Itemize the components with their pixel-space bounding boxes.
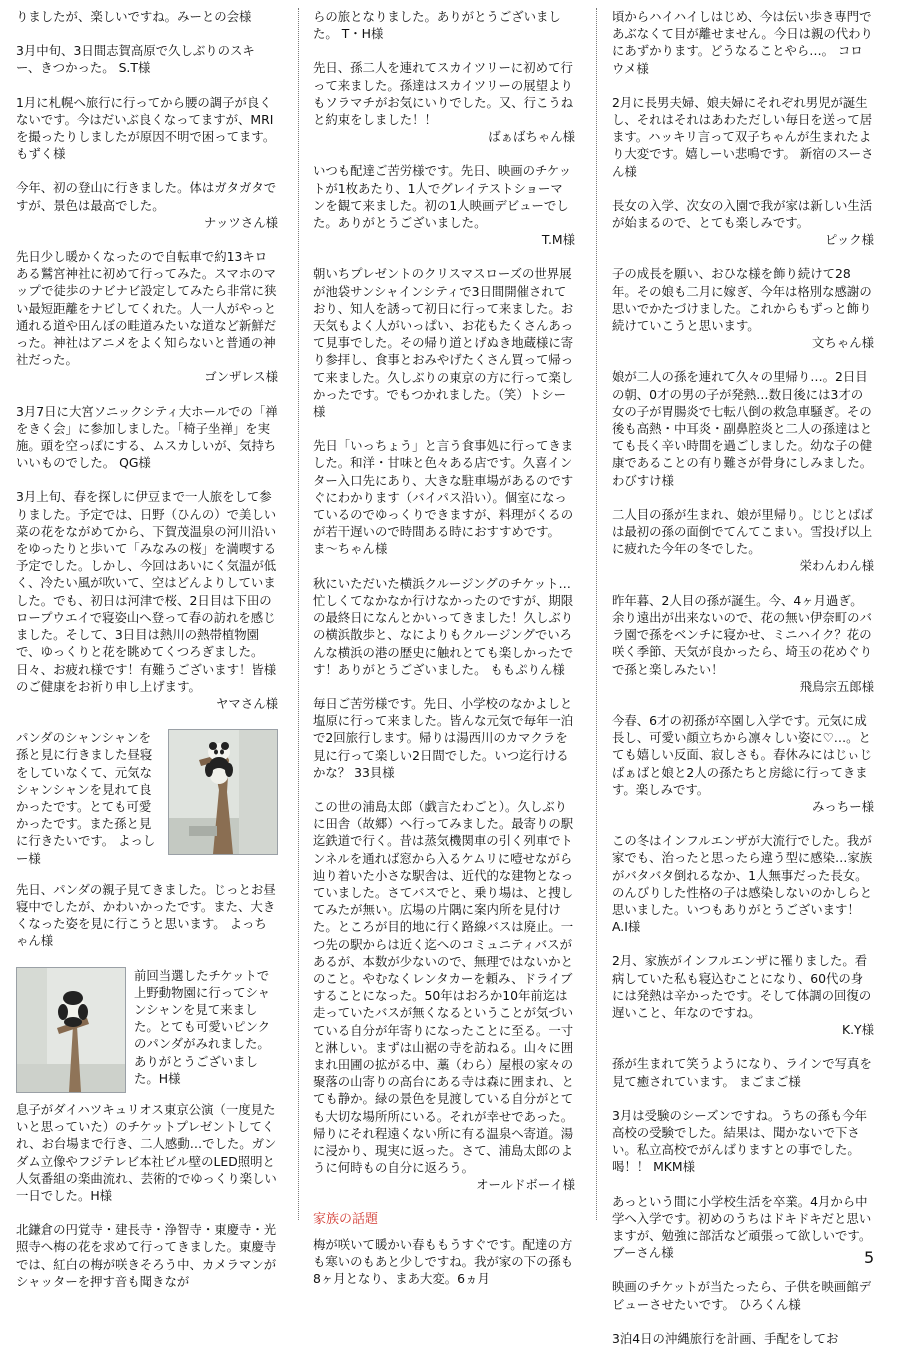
reader-letter xyxy=(612,592,874,695)
letter-signature: ピック様 xyxy=(824,232,874,248)
letter-signature: ゴンザレス様 xyxy=(204,369,278,385)
reader-letter xyxy=(313,265,575,420)
reader-letter xyxy=(16,881,278,950)
reader-letter xyxy=(612,94,874,180)
letter-signature: 飛鳥宗五郎様 xyxy=(799,678,874,694)
letter-signature: T.M様 xyxy=(541,232,575,248)
letter-signature: みっちー様 xyxy=(812,798,874,814)
panda-branch-illustration xyxy=(17,968,125,1092)
panda-photo xyxy=(16,967,126,1093)
reader-letter xyxy=(612,506,874,575)
letter-text: 娘が二人の孫を連れて久々の里帰り…。2日目の朝、0才の男の子が発熱…数日後には3才の女の子が胃腸炎で七転八倒の救急車騒ぎ。その後も高熱・中耳炎・副鼻腔炎と二人の孫達はとても長く辛い時間を過ごしました。幼な子の健康であることの有り難さが骨身にしみました。 わびすけ様 xyxy=(612,369,873,488)
letter-text: りましたが、楽しいですね。みーとの会様 xyxy=(16,9,252,24)
reader-letter xyxy=(612,1278,874,1312)
column-left xyxy=(16,8,278,1289)
reader-letter xyxy=(612,1107,874,1176)
reader-letter xyxy=(16,1221,278,1290)
letter-text: 3月中旬、3日間志賀高原で久しぶりのスキー、きつかった。 S.T様 xyxy=(16,43,255,76)
reader-letter xyxy=(313,695,575,781)
reader-letter xyxy=(612,1193,874,1262)
reader-letter xyxy=(16,248,278,386)
letter-text: 今春、6才の初孫が卒園し入学です。元気に成長し、可愛い顔立ちから凛々しい姿に♡…。とても嬉しい反面、寂しさも。春休みにはじぃじばぁばと娘と2人の孫たちと房総に行ってきます。楽しみです。 xyxy=(612,712,872,797)
letter-text: 子の成長を願い、おひな様を飾り続けて28年。その娘も二月に嫁ぎ、今年は格別な感謝の思いでかたづけました。これからもずっと飾り続けていこうと思います。 xyxy=(612,266,872,334)
letter-signature: ナッツさん様 xyxy=(203,214,278,230)
letter-text: 孫が生まれて笑うようになり、ラインで写真を見て癒されています。 まごまご様 xyxy=(612,1056,872,1089)
column-right xyxy=(612,8,874,1346)
page-number: 5 xyxy=(864,1248,875,1267)
letter-text: 北鎌倉の円覚寺・建長寺・浄智寺・東慶寺・光照寺へ梅の花を求めて行ってきました。東慶寺では、紅白の梅が咲きそろう中、カメラマンがシャッターを押す音も聞きなが xyxy=(16,1222,277,1289)
letter-text: 毎日ご苦労様です。先日、小学校のなかよしと塩原に行って来ました。皆んな元気で毎年一泊で2回旅行します。帰りは湯西川のカマクラを見に行って楽しい2日間でした。いつ迄行けるかな？ 33貝様 xyxy=(313,695,574,780)
letter-text: 前回当選したチケットで上野動物園に行ってシャンシャンを見て来ました。とても可愛いピンクのパンダがみれました。ありがとうございました。H様 xyxy=(134,967,271,1086)
letter-text: 梅が咲いて暖かい春ももうすぐです。配達の方も寒いのもあと少しですね。我が家の下の孫も8ヶ月となり、まあ大変。6ヵ月 xyxy=(313,1236,574,1287)
reader-letter xyxy=(313,59,575,145)
column-middle xyxy=(313,8,575,1287)
letter-text: 秋にいただいた横浜クルージングのチケット…忙しくてなかなか行けなかったのですが、期限の最終日になんとかいってきました！久しぶりの横浜散歩と、なによりもクルージングでいろんな横浜の港の歴史に触れとても楽しかったです！ありがとうございました。 ももぷりん様 xyxy=(313,575,574,677)
panda-photo xyxy=(168,729,278,855)
letter-signature: ばぁばちゃん様 xyxy=(488,129,575,145)
letter-text: 2月、家族がインフルエンザに罹りました。看病していた私も寝込むことになり、60代の身には発熱は辛かったです。そして体調の回復の遅いこと、年なのですね。 xyxy=(612,953,872,1020)
letter-text: 先日、孫二人を連れてスカイツリーに初めて行って来ました。孫達はスカイツリーの展望よりもソラマチがお気にいりでした。又、行こうねと約束をしました！！ xyxy=(313,60,574,128)
panda-tree-illustration xyxy=(169,730,277,854)
reader-letter xyxy=(612,952,874,1038)
letter-text: この冬はインフルエンザが大流行でした。我が家でも、治ったと思ったら違う型に感染…家族がバタバタ倒れるなか、1人無事だった長女。のんびりした性格の子は感染しないのかしらと思いました。いつもありがとうございます！ A.I様 xyxy=(612,833,873,935)
letter-text: 二人目の孫が生まれ、娘が里帰り。じじとばばは最初の孫の面倒でてんてこまい。雪投げ以上に疲れた今年の冬でした。 xyxy=(612,506,873,557)
letter-signature: オールドボーイ様 xyxy=(476,1177,575,1193)
reader-letter xyxy=(313,575,575,678)
reader-letter xyxy=(612,368,874,488)
reader-letter xyxy=(612,265,874,351)
reader-letter xyxy=(612,1330,874,1347)
reader-letter xyxy=(313,8,575,42)
letter-text: 息子がダイハツキュリオス東京公演（一度見たいと思っていた）のチケットプレゼントしてくれ、お台場まで行き、二人感動…でした。ガンダム立像やフジテレビ本社ビル壁のLED照明と人気番組の楽曲流れ、芸術的でゆっくり楽しい一日でした。H様 xyxy=(16,1101,277,1203)
letter-text: いつも配達ご苦労様です。先日、映画のチケットが1枚あたり、1人でグレイテストショーマンを観て来ました。初の1人映画デビューでした。ありがとうございました。 xyxy=(313,163,572,231)
letter-text: 先日、パンダの親子見てきました。じっとお昼寝中でしたが、かわいかったです。また、大きくなった姿を見に行こうと思います。 よっちゃん様 xyxy=(16,881,276,949)
letter-text: 先日少し暖かくなったので自転車で約13キロある鷲宮神社に初めて行ってみた。スマホのマップで徒歩のナビナビ設定してみたら非常に狭い最短距離をナビしてくれた。人一人がやっと通れる道や田んぼの畦道みたいな道など新鮮だった。神社はアニメをよく知らないと普通の神社だった。 xyxy=(16,249,277,368)
reader-letter xyxy=(16,94,278,163)
letter-text: 長女の入学、次女の入園で我が家は新しい生活が始まるので、とても楽しみです。 xyxy=(612,197,873,231)
section-heading-family: 家族の話題 xyxy=(313,1211,379,1227)
letter-text: 3月上旬、春を探しに伊豆まで一人旅をして参りました。予定では、日野（ひんの）で美しい菜の花をながめてから、下賀茂温泉の河川沿いをゆったりと歩いて「みなみの桜」を満喫する予定でした。しかし、今回はあいにく気温が低く、冷たい風が吹いて、空はどんよりしていました。でも、初日は河津で桜、2日目は下田のロープウエイで寝姿山へ登って春の訪れを感じました。そして、3日目は熱川の熱帯植物園で、ゆっくりと花を眺めてくつろぎました。日々、お疲れ様です！有難うございます！皆様のご健康をお祈り申し上げます。 xyxy=(16,489,277,694)
letter-text: 頃からハイハイしはじめ、今は伝い歩き専門であぶなくて目が離せません。今日は親の代わりにあずかります。どうなることやら…。 コロウメ様 xyxy=(612,9,873,76)
letter-text: 先日「いっちょう」と言う食事処に行ってきました。和洋・甘味と色々ある店です。久喜インター入口先にあり、大きな駐車場があるのですぐにわかります（バイパス沿い）。個室になっているのでゆっくりできますが、料理がくるのが若干遅いので時間ある時におすすめです。 ま～ちゃん様 xyxy=(313,438,574,557)
letter-text: この世の浦島太郎（戯言たわごと）。久しぶりに田舎（故郷）へ行ってみました。最寄りの駅迄鉄道で行く。昔は蒸気機関車の引く列車でトンネルを通れば窓から入るケムリに噎せながら辿り着いた小さな駅舎は、近代的な建物となっていました。さてバスでと、乗り場は、と捜してみたが無い。広場の片隅に案内所を見付けた。ところが目的地に行く路線バスは廃止。一つ先の駅からは近く迄へのコミュニティバスがあるが、本数が少ないので、無理ではないかとのこと。やむなくレンタカーを頼み、ドライブすることになった。50年はおろか10年前迄は走っていたバスが無くなるということが気づいている自分が年寄りになったことに至る。一寸と淋しい。まずは山裾の寺を訪ねる。山々に囲まれ田圃の拡がる中、藁（わら）屋根の家々の聚落の山寄りの高台にある寺は森に囲まれ、とても静か。緑の景色を見渡している自分がとても大切な場所所にいる。それが幸せであった。帰りにそれ程遠くない所に有る温泉へ寄道。湯に浸かり、現実に返った。さて、浦島太郎のように何時もの自分に返ろう。 xyxy=(313,798,574,1176)
letter-signature: K.Y様 xyxy=(841,1022,874,1038)
letter-text: 昨年暮、2人目の孫が誕生。今、4ヶ月過ぎ。余り遠出が出来ないので、花の無い伊奈町のバラ園で孫をベンチに寝かせ、ミニハイク？花の咲く季節、天気が良かったら、埼玉の花めぐりで孫と楽しみたい！ xyxy=(612,592,873,677)
reader-letter-with-photo xyxy=(16,967,278,1087)
reader-letter xyxy=(16,8,278,25)
reader-letter xyxy=(313,437,575,557)
letter-text: パンダのシャンシャンを孫と見に行きました昼寝をしていなくて、元気なシャンシャンを見れて良かったです。とても可愛かったです。また孫と見に行きたいです。 よっしー様 xyxy=(16,730,156,866)
reader-letter xyxy=(16,179,278,231)
reader-letter xyxy=(612,1055,874,1089)
reader-letter xyxy=(16,403,278,472)
letter-text: あっという間に小学校生活を卒業。4月から中学へ入学です。初めのうちはドキドキだと思いますが、勉強に部活など頑張って欲しいです。 ブーさん様 xyxy=(612,1193,872,1261)
letter-text: 映画のチケットが当たったら、子供を映画館デビューさせたいです。 ひろくん様 xyxy=(612,1279,872,1312)
letter-signature: ヤマさん様 xyxy=(216,695,278,711)
reader-letter xyxy=(612,8,874,77)
letter-text: 3月7日に大宮ソニックシティ大ホールでの「禅をきく会」に参加しました。「椅子坐禅」を実施。頭を空っぽにする、ムスカしいが、気持ちいいものでした。 QG様 xyxy=(16,403,278,471)
column-divider xyxy=(596,8,597,1220)
letter-text: 3月は受験のシーズンですね。うちの孫も今年高校の受験でした。結果は、聞かないで下さい。私立高校でがんばりますとの事でした。喝！！ MKM様 xyxy=(612,1107,868,1175)
reader-letter xyxy=(612,197,874,249)
reader-letter xyxy=(16,42,278,76)
letter-signature: 文ちゃん様 xyxy=(812,335,874,351)
letter-text: 今年、初の登山に行きました。体はガタガタですが、景色は最高でした。 xyxy=(16,180,277,213)
reader-letter xyxy=(16,488,278,712)
letter-text: 1月に札幌へ旅行に行ってから腰の調子が良くないです。今はだいぶ良くなってますが、MRIを撮ったりしましたが原因不明で困ってます。 もずく様 xyxy=(16,94,276,162)
reader-letter xyxy=(313,1236,575,1288)
letter-text: 2月に長男夫婦、娘夫婦にそれぞれ男児が誕生し、それはそれはあわただしい毎日を送って居ます。ハッキリ言って双子ちゃんが生まれたより大変です。嬉しーい悲鳴です。 新宿のスーさん様 xyxy=(612,94,874,179)
letter-text: らの旅となりました。ありがとうございました。 T・H様 xyxy=(313,9,561,42)
reader-letter xyxy=(612,832,874,935)
reader-letter xyxy=(313,798,575,1194)
reader-letter xyxy=(612,712,874,815)
reader-letter xyxy=(16,1101,278,1204)
reader-letter-with-photo xyxy=(16,729,278,867)
letter-signature: 栄わんわん様 xyxy=(799,558,874,574)
reader-letter xyxy=(313,162,575,248)
column-divider xyxy=(298,8,299,1220)
letter-text: 3泊4日の沖縄旅行を計画、手配をしてお xyxy=(612,1330,839,1346)
letter-text: 朝いちプレゼントのクリスマスローズの世界展が池袋サンシャインシティで3日間開催されており、知人を誘って初日に行って来ました。お天気もよく人がいっぱい、お花もたくさんあって見事でした。その帰り道とげぬき地蔵様に寄り参拝し、食事とおみやげたくさん買って帰って来ました。久しぶりの東京の方に行って楽しかったです。でもつかれました。（笑）トシー様 xyxy=(313,266,574,420)
